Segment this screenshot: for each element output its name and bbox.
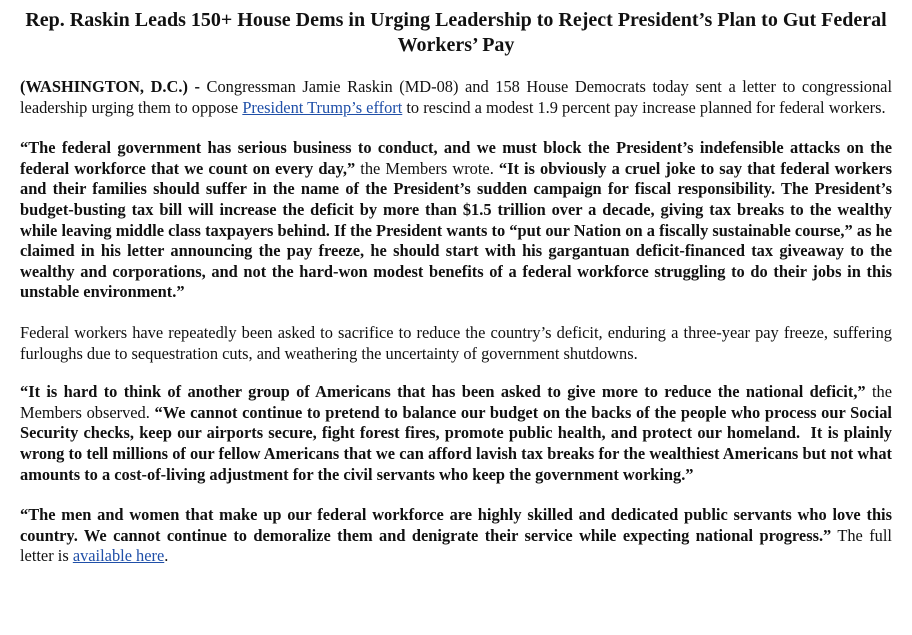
quote-block-2: “It is obviously a cruel joke to say that federal workers and their families should suffer in the name of the President’s sudden campaign for fiscal responsibility. The President’s budget-busting tax bill will increase the deficit by more than $1.5 trillion over a decade, giving tax breaks to the wealthy while leaving middle class taxpayers behind. If the President wants to “put our Nation on a fiscally sustainable course,” as he claimed in his letter announcing the pay freeze, he should start with his gargantuan deficit-financed tax giveaway to the wealthy and corporations, and not the hard-won modest benefits of a federal workforce struggling to do their jobs in this unstable environment.”: [20, 158, 892, 302]
dateline: (WASHINGTON, D.C.) -: [20, 77, 200, 96]
quote-block-1: “The federal government has serious business to conduct, and we must block the President’s indefensible attacks on the federal workforce that we count on every day,”: [20, 138, 892, 178]
attribution-wrote: the Members wrote.: [355, 158, 499, 178]
quote-block-5: “The men and women that make up our federal workforce are highly skilled and dedicated public servants who love this country. We cannot continue to demoralize them and denigrate their service while expecting national progress.”: [20, 505, 892, 545]
available-here-link[interactable]: available here: [72, 546, 165, 566]
members-quote-paragraph: [20, 138, 892, 303]
intro-text-after: to rescind a modest 1.9 percent pay increase planned for federal workers.: [402, 97, 886, 117]
closing-text-after: .: [164, 546, 169, 566]
quote-block-3: “It is hard to think of another group of Americans that has been asked to give more to reduce the national deficit,”: [20, 382, 866, 402]
closing-paragraph: [20, 505, 892, 567]
context-paragraph: Federal workers have repeatedly been asked to sacrifice to reduce the country’s deficit, enduring a three-year pay freeze, suffering furloughs due to sequestration cuts, and weathering the uncertainty of government shutdowns.: [20, 322, 892, 363]
presidents-effort-link[interactable]: President Trump’s effort: [242, 97, 403, 117]
intro-text-before: Congressman Jamie Raskin (MD-08) and 158 House Democrats today sent a letter to congressional leadership urging them to oppose: [20, 77, 892, 117]
quote-block-4: “We cannot continue to pretend to balance our budget on the backs of the people who process our Social Security checks, keep our airports secure, fight forest fires, promote public health, and protect our homeland. It is plainly wrong to tell millions of our fellow Americans that we can afford lavish tax breaks for the wealthiest Americans but not what amounts to a cost-of-living adjustment for the civil servants who keep the government working.”: [20, 402, 892, 484]
page-title: Rep. Raskin Leads 150+ House Dems in Urging Leadership to Reject President’s Plan to Gut Federal Workers’ Pay: [25, 9, 887, 56]
closing-text-before: The full letter is: [20, 525, 892, 566]
members-observed-paragraph: [20, 382, 892, 485]
intro-paragraph: [20, 77, 892, 118]
attribution-observed: the Members observed.: [20, 382, 892, 422]
